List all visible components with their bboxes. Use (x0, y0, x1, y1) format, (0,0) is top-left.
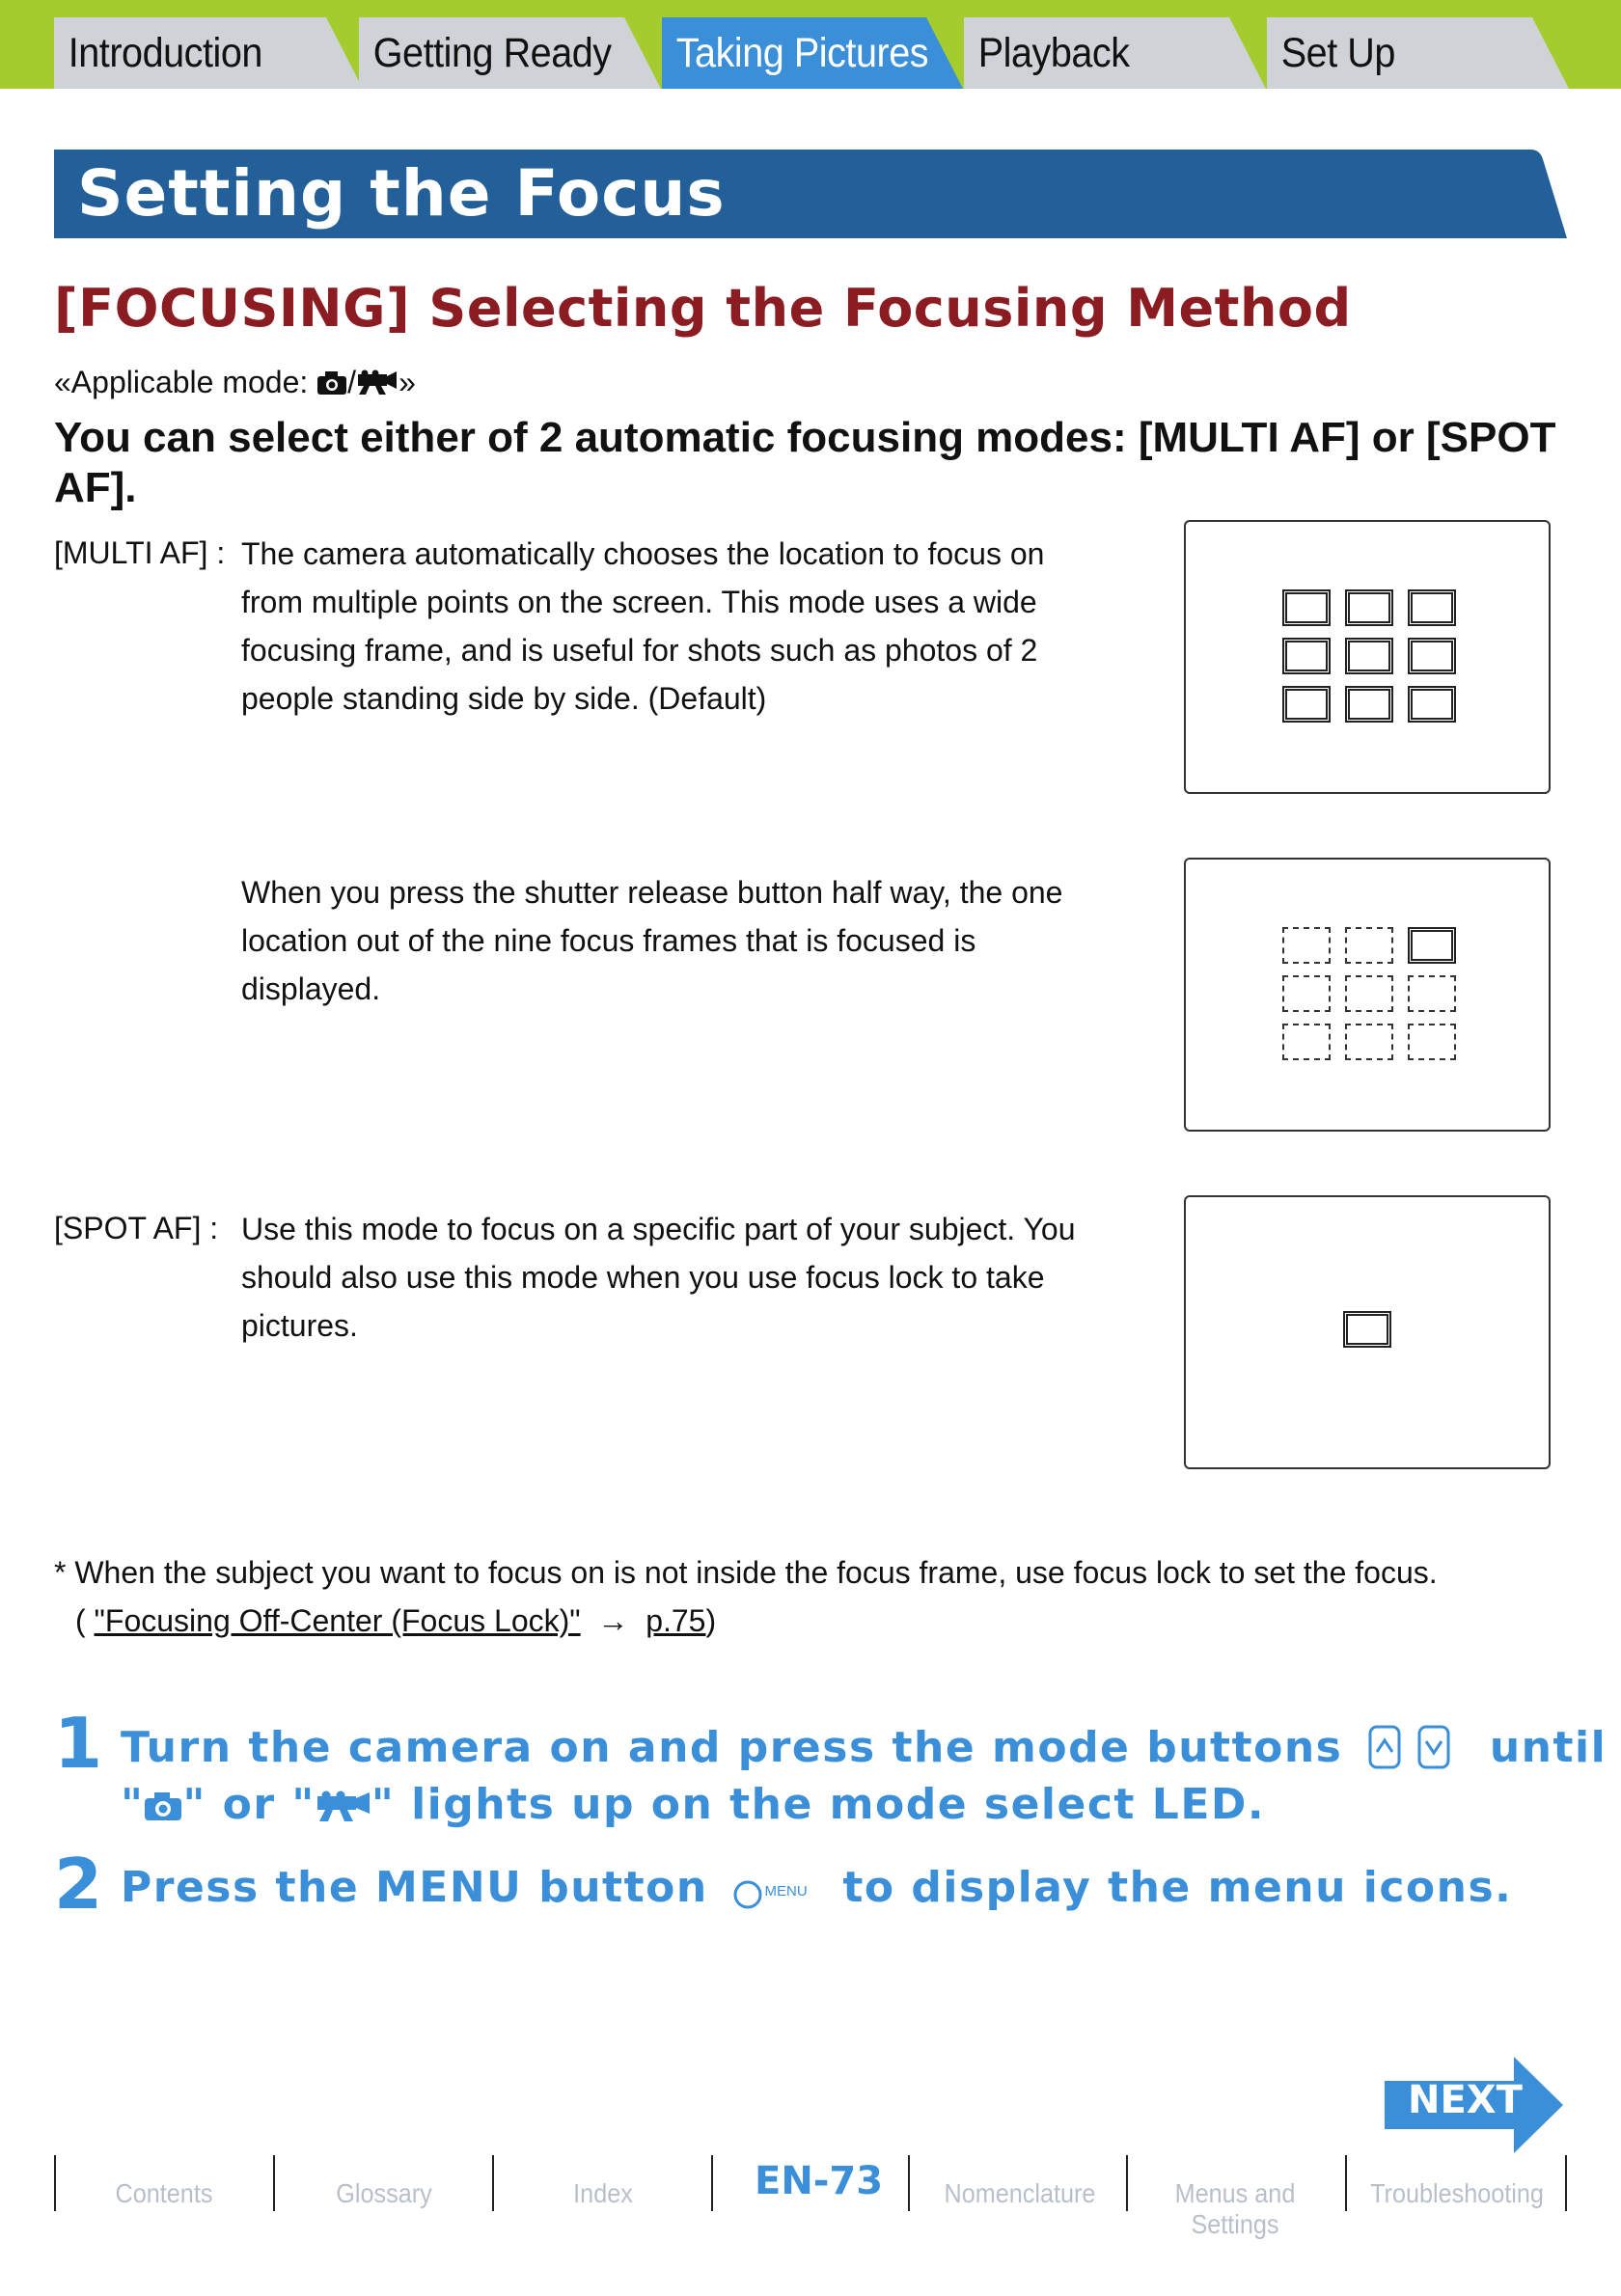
tab-getting-ready[interactable] (359, 17, 661, 89)
multi-af-focused-illustration (1184, 858, 1551, 1132)
focus-frame (1282, 638, 1331, 674)
arrow-icon: → (597, 1603, 629, 1638)
footer-divider (1565, 2155, 1567, 2211)
focus-frame (1282, 686, 1331, 723)
focus-frame-inactive (1345, 927, 1393, 964)
menu-button-icon (731, 1867, 814, 1915)
focus-frame-inactive (1345, 1024, 1393, 1060)
step-2-text-b: to display the menu icons. (842, 1863, 1513, 1912)
footnote-close: ) (705, 1603, 717, 1638)
step-1-text-a: Turn the camera on and press the mode buttons (121, 1723, 1343, 1772)
footnote (54, 1548, 1438, 1645)
tab-label: Taking Pictures (675, 29, 929, 76)
multi-af-note: When you press the shutter release button half way, the one location out of the nine focus frames that is focused is displayed. (241, 875, 1063, 1006)
focus-frame-inactive (1282, 975, 1331, 1012)
tab-set-up[interactable] (1267, 17, 1569, 89)
focus-frame (1343, 1311, 1391, 1348)
tab-label: Getting Ready (372, 29, 612, 76)
applicable-suffix: » (398, 365, 416, 399)
footnote-open: ( (75, 1603, 95, 1638)
focus-frame (1345, 589, 1393, 626)
step-1-quote-or: " or " (182, 1780, 316, 1829)
focus-frame-inactive (1408, 1024, 1456, 1060)
step-1-quote-open: " (121, 1780, 145, 1829)
step-1-text-b: until (1489, 1723, 1607, 1772)
menu-button-circle-icon (731, 1878, 766, 1913)
footer-divider (273, 2155, 275, 2211)
tab-taking-pictures[interactable] (662, 17, 963, 89)
page-number: EN-73 (755, 2159, 884, 2203)
next-button[interactable] (1385, 2057, 1563, 2153)
focus-frame (1345, 638, 1393, 674)
movie-camera-icon (356, 369, 398, 395)
multi-af-illustration (1184, 520, 1551, 794)
section-heading: [FOCUSING] Selecting the Focusing Method (54, 278, 1352, 339)
footer-divider (908, 2155, 910, 2211)
focus-frame (1408, 638, 1456, 674)
spot-af-label: [SPOT AF] : (54, 1211, 219, 1245)
top-navigation-bar (0, 0, 1621, 89)
footer-nomenclature-link[interactable]: Nomenclature (944, 2178, 1096, 2208)
applicable-slash: / (347, 365, 357, 399)
tab-label: Playback (977, 29, 1130, 76)
footer-divider (1345, 2155, 1347, 2211)
step-2-line (121, 1859, 1512, 1917)
next-label: NEXT (1408, 2078, 1523, 2122)
focus-frame-inactive (1282, 1024, 1331, 1060)
mode-up-button-icon (1368, 1725, 1401, 1769)
camera-icon (316, 370, 347, 396)
menu-button-label: MENU (764, 1883, 808, 1900)
focus-lock-link[interactable]: "Focusing Off-Center (Focus Lock)" (94, 1603, 581, 1638)
footer-troubleshooting-link[interactable]: Troubleshooting (1370, 2178, 1544, 2208)
focus-frame-inactive (1282, 927, 1331, 964)
footer-divider (54, 2155, 56, 2211)
footer-divider (1126, 2155, 1128, 2211)
movie-camera-icon (316, 1790, 371, 1821)
step-2-number: 2 (54, 1844, 103, 1925)
focus-frame (1282, 589, 1331, 626)
footnote-reference (54, 1597, 1438, 1645)
footer-menus-settings-link[interactable]: Menus and Settings (1174, 2178, 1296, 2239)
lead-text: You can select either of 2 automatic focusing modes: [MULTI AF] or [SPOT AF]. (54, 414, 1556, 511)
step-1-line-1 (121, 1719, 1607, 1777)
tab-playback[interactable] (964, 17, 1266, 89)
tab-introduction[interactable] (54, 17, 363, 89)
focus-frame (1408, 686, 1456, 723)
step-1-number: 1 (54, 1703, 103, 1784)
tab-label: Introduction (68, 29, 262, 76)
footer-contents-link[interactable]: Contents (115, 2178, 213, 2208)
multi-af-label: [MULTI AF] : (54, 535, 226, 570)
focus-frame-inactive (1408, 975, 1456, 1012)
focus-frame-inactive (1345, 975, 1393, 1012)
multi-af-description: The camera automatically chooses the location to focus on from multiple points on the screen. This mode uses a wide focusing frame, and is useful for shots such as photos of 2 people standing side by side. (Default) (241, 536, 1045, 716)
page-title: Setting the Focus (77, 156, 726, 231)
camera-icon (144, 1790, 182, 1821)
mode-down-button-icon (1417, 1725, 1450, 1769)
page-75-link[interactable]: p.75 (646, 1603, 706, 1638)
spot-af-illustration (1184, 1195, 1551, 1469)
applicable-mode (54, 365, 416, 400)
step-2-text-a: Press the MENU button (121, 1863, 708, 1912)
step-1-text-c: " lights up on the mode select LED. (371, 1780, 1266, 1829)
title-banner (54, 150, 1567, 238)
focus-frame (1408, 589, 1456, 626)
applicable-prefix: «Applicable mode: (54, 365, 317, 399)
footer-glossary-link[interactable]: Glossary (336, 2178, 432, 2208)
tab-label: Set Up (1280, 29, 1395, 76)
footer-divider (711, 2155, 713, 2211)
footer-divider (492, 2155, 494, 2211)
step-1-line-2 (121, 1776, 1265, 1834)
focus-frame (1345, 686, 1393, 723)
spot-af-description: Use this mode to focus on a specific part of your subject. You should also use this mode when you use focus lock to take pictures. (241, 1212, 1076, 1343)
footer-index-link[interactable]: Index (573, 2178, 633, 2208)
focus-frame-active (1408, 927, 1456, 964)
footnote-text: * When the subject you want to focus on is not inside the focus frame, use focus lock to set the focus. (54, 1555, 1438, 1590)
